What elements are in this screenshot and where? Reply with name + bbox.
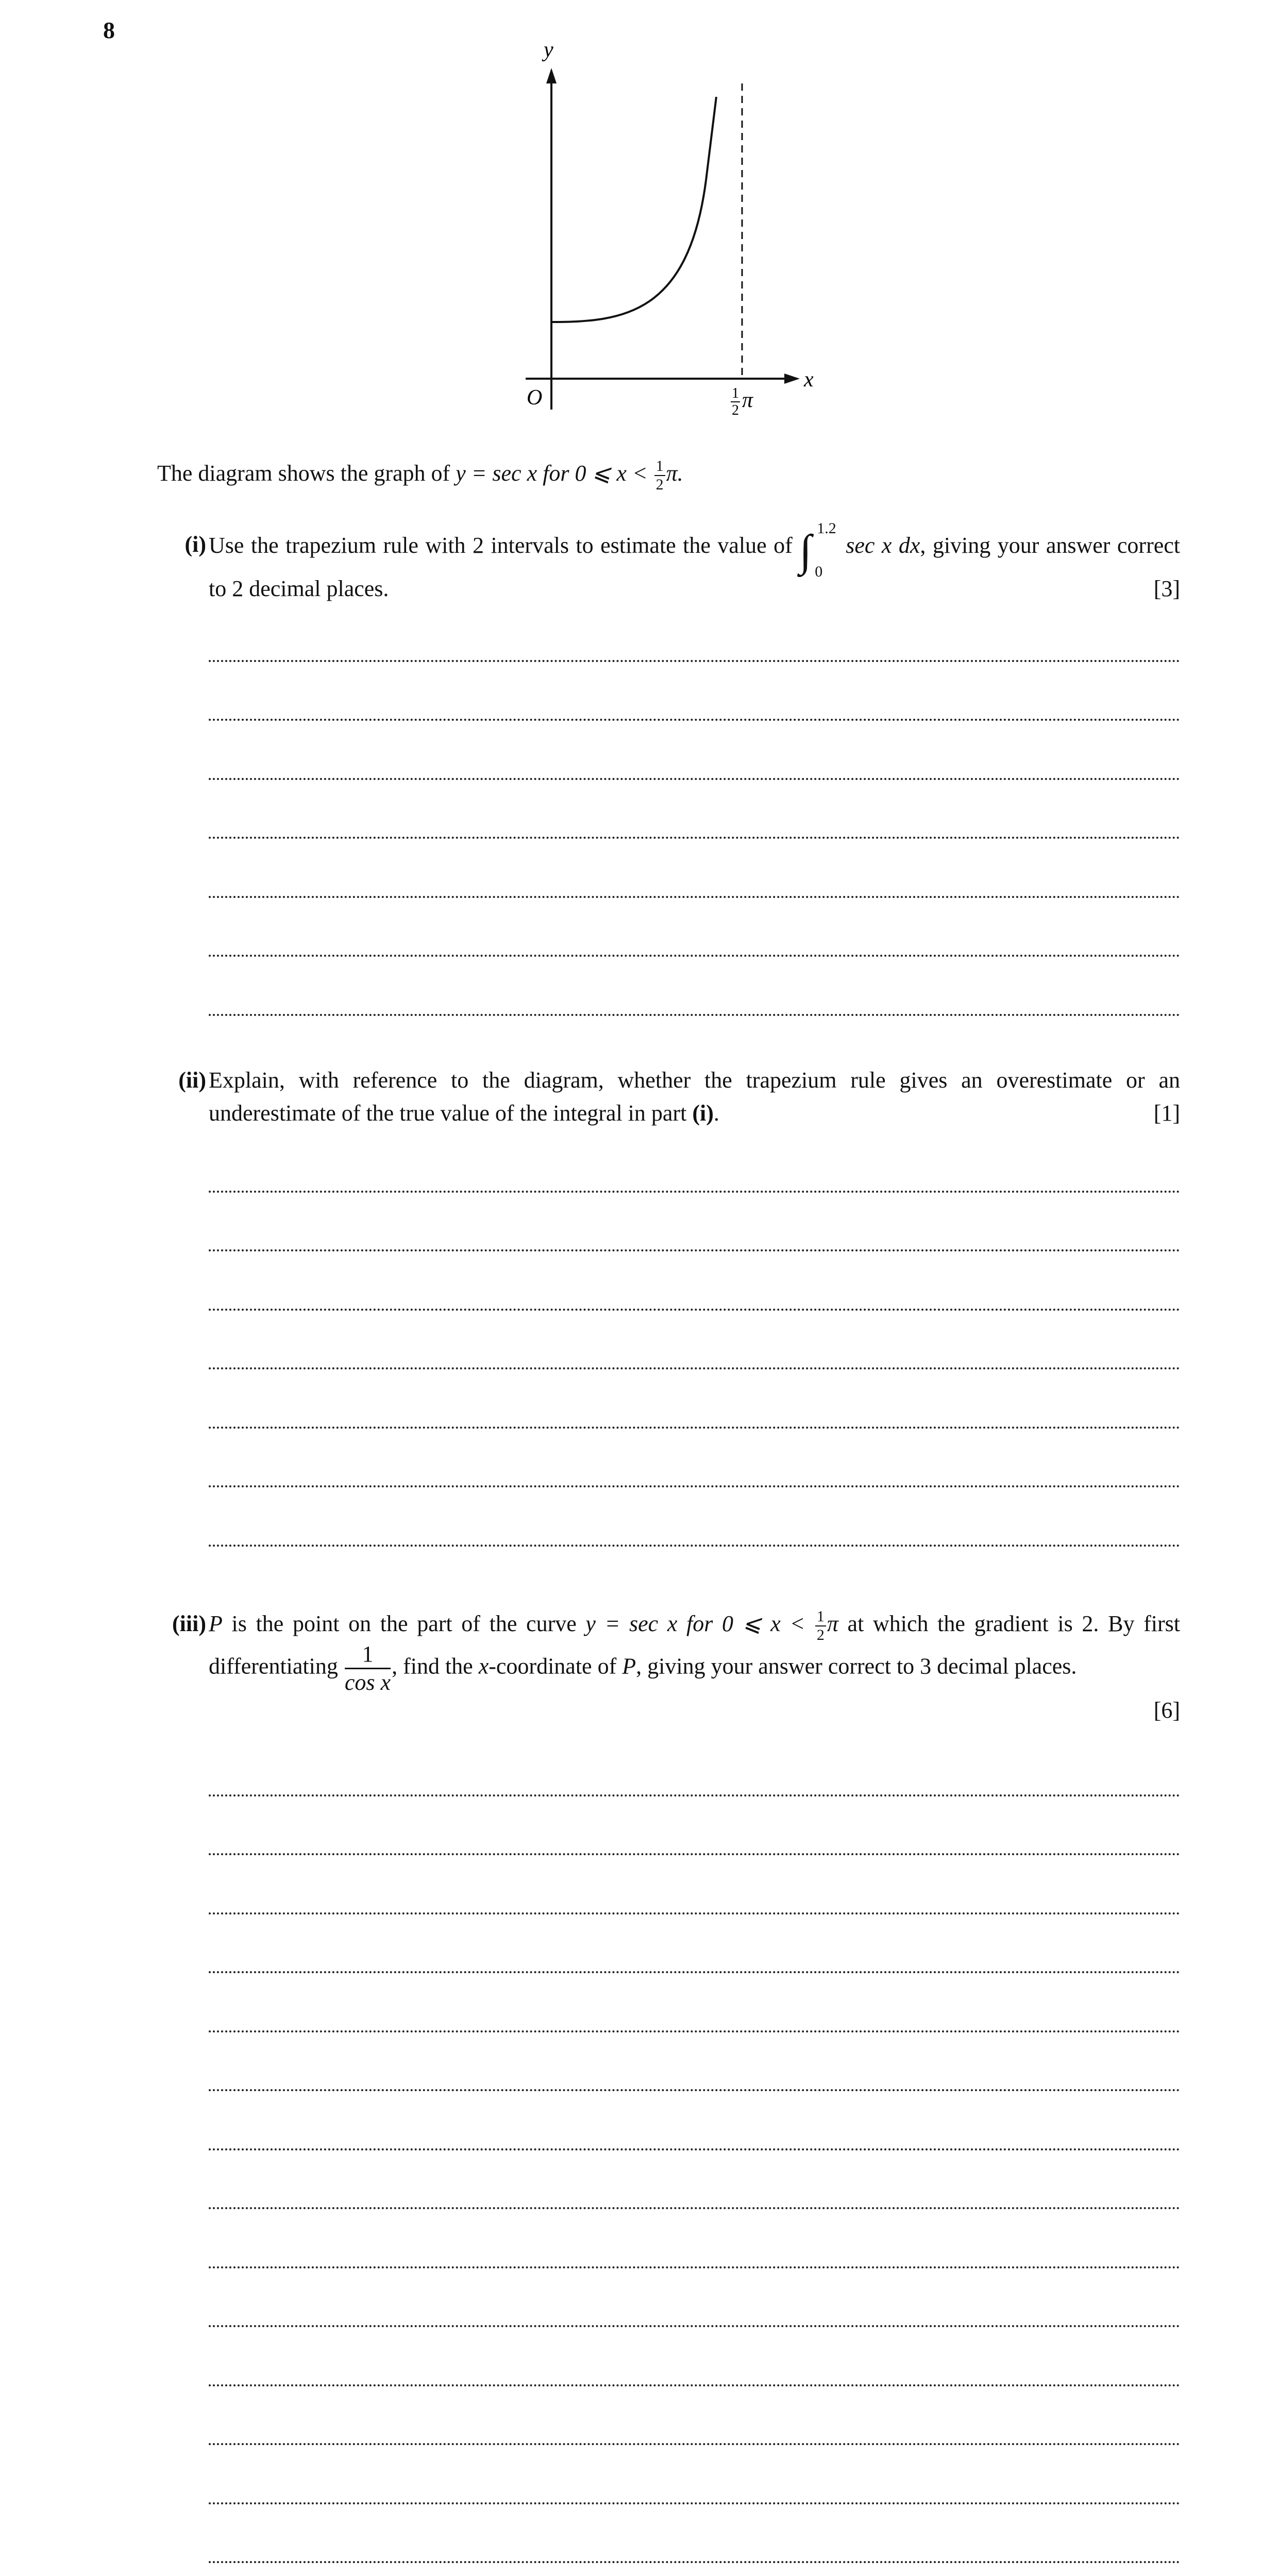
page-number: 8 xyxy=(103,17,115,43)
x-axis-arrow xyxy=(784,374,800,384)
answer-line[interactable] xyxy=(209,839,1180,898)
question-ii xyxy=(155,1064,1180,1130)
question-iii-text: P is the point on the part of the curve y = sec x for 0 ⩽ x < $\frac{1}{2}$ π at which the gradient is 2. By first differentiating $\frac{1}{\text{cos x}}$ , find the x-coordinate of P, giving your answer correct to 3 decimal places. [6] xyxy=(209,1607,1180,1694)
answer-line[interactable] xyxy=(209,957,1180,1016)
origin-label: O xyxy=(527,386,543,410)
question-iii-marks: [6] xyxy=(1153,1697,1180,1723)
y-axis-label: y xyxy=(544,38,553,62)
answer-line[interactable] xyxy=(209,1311,1180,1370)
question-i-text: Use the trapezium rule with 2 intervals to estimate the value of ∫ 1.2 0 sec x dx, giving your answer correct to 2 decimal places. [3] xyxy=(209,528,1180,605)
integral-sign: ∫ 1.2 0 xyxy=(799,520,836,580)
answer-line[interactable] xyxy=(209,1487,1180,1547)
answer-line[interactable] xyxy=(209,2445,1180,2504)
answer-line[interactable] xyxy=(209,1973,1180,2032)
answer-line[interactable] xyxy=(209,721,1180,780)
question-iii-label: (iii) xyxy=(172,1611,206,1636)
answer-line[interactable] xyxy=(209,1914,1180,1974)
question-ii-text: Explain, with reference to the diagram, whether the trapezium rule gives an overestimate or an underestimate of the true value of the integral in part (i). [1] xyxy=(209,1064,1180,1130)
sec-graph-diagram xyxy=(505,26,835,428)
question-i xyxy=(155,520,1180,605)
question-i-marks: [3] xyxy=(1153,576,1180,601)
answer-lines-ii xyxy=(209,1133,1180,1547)
answer-line[interactable] xyxy=(209,1737,1180,1797)
intro-equation: y = sec x for 0 ⩽ x < xyxy=(456,461,653,486)
one-over-cos-fraction: $\frac{1}{\text{cos x}}$ xyxy=(344,1641,391,1695)
asymptote-label-num: 1 xyxy=(732,385,739,401)
answer-line[interactable] xyxy=(209,2268,1180,2328)
question-i-label: (i) xyxy=(184,532,206,557)
answer-line[interactable] xyxy=(209,2209,1180,2268)
answer-line[interactable] xyxy=(209,1369,1180,1429)
answer-line[interactable] xyxy=(209,780,1180,839)
answer-line[interactable] xyxy=(209,2032,1180,2092)
answer-line[interactable] xyxy=(209,603,1180,662)
asymptote-label-den: 2 xyxy=(732,402,739,418)
question-ii-marks: [1] xyxy=(1153,1100,1180,1126)
answer-line[interactable] xyxy=(209,1855,1180,1914)
intro-text: The diagram shows the graph of y = sec x for 0 ⩽ x < $\frac{1}{2}$ π. xyxy=(157,457,683,493)
answer-line[interactable] xyxy=(209,898,1180,957)
x-axis-label: x xyxy=(804,368,814,392)
answer-line[interactable] xyxy=(209,2150,1180,2210)
answer-line[interactable] xyxy=(209,2091,1180,2150)
answer-line[interactable] xyxy=(209,1133,1180,1193)
question-iii xyxy=(155,1607,1180,1727)
answer-line[interactable] xyxy=(209,2563,1180,2576)
answer-lines-iii xyxy=(209,1737,1180,2576)
sec-curve xyxy=(551,97,716,322)
answer-line[interactable] xyxy=(209,1193,1180,1252)
asymptote-label-pi: π xyxy=(742,388,753,412)
y-axis-arrow xyxy=(546,68,557,83)
answer-line[interactable] xyxy=(209,1797,1180,1856)
answer-lines-i xyxy=(209,603,1180,1016)
half-fraction: $\frac{1}{2}$ xyxy=(654,459,665,493)
answer-line[interactable] xyxy=(209,2504,1180,2564)
half-fraction: $\frac{1}{2}$ xyxy=(815,1609,826,1643)
answer-line[interactable] xyxy=(209,1429,1180,1488)
question-ii-label: (ii) xyxy=(178,1067,206,1093)
answer-line[interactable] xyxy=(209,2386,1180,2446)
answer-line[interactable] xyxy=(209,2327,1180,2386)
answer-line[interactable] xyxy=(209,1251,1180,1311)
answer-line[interactable] xyxy=(209,662,1180,721)
